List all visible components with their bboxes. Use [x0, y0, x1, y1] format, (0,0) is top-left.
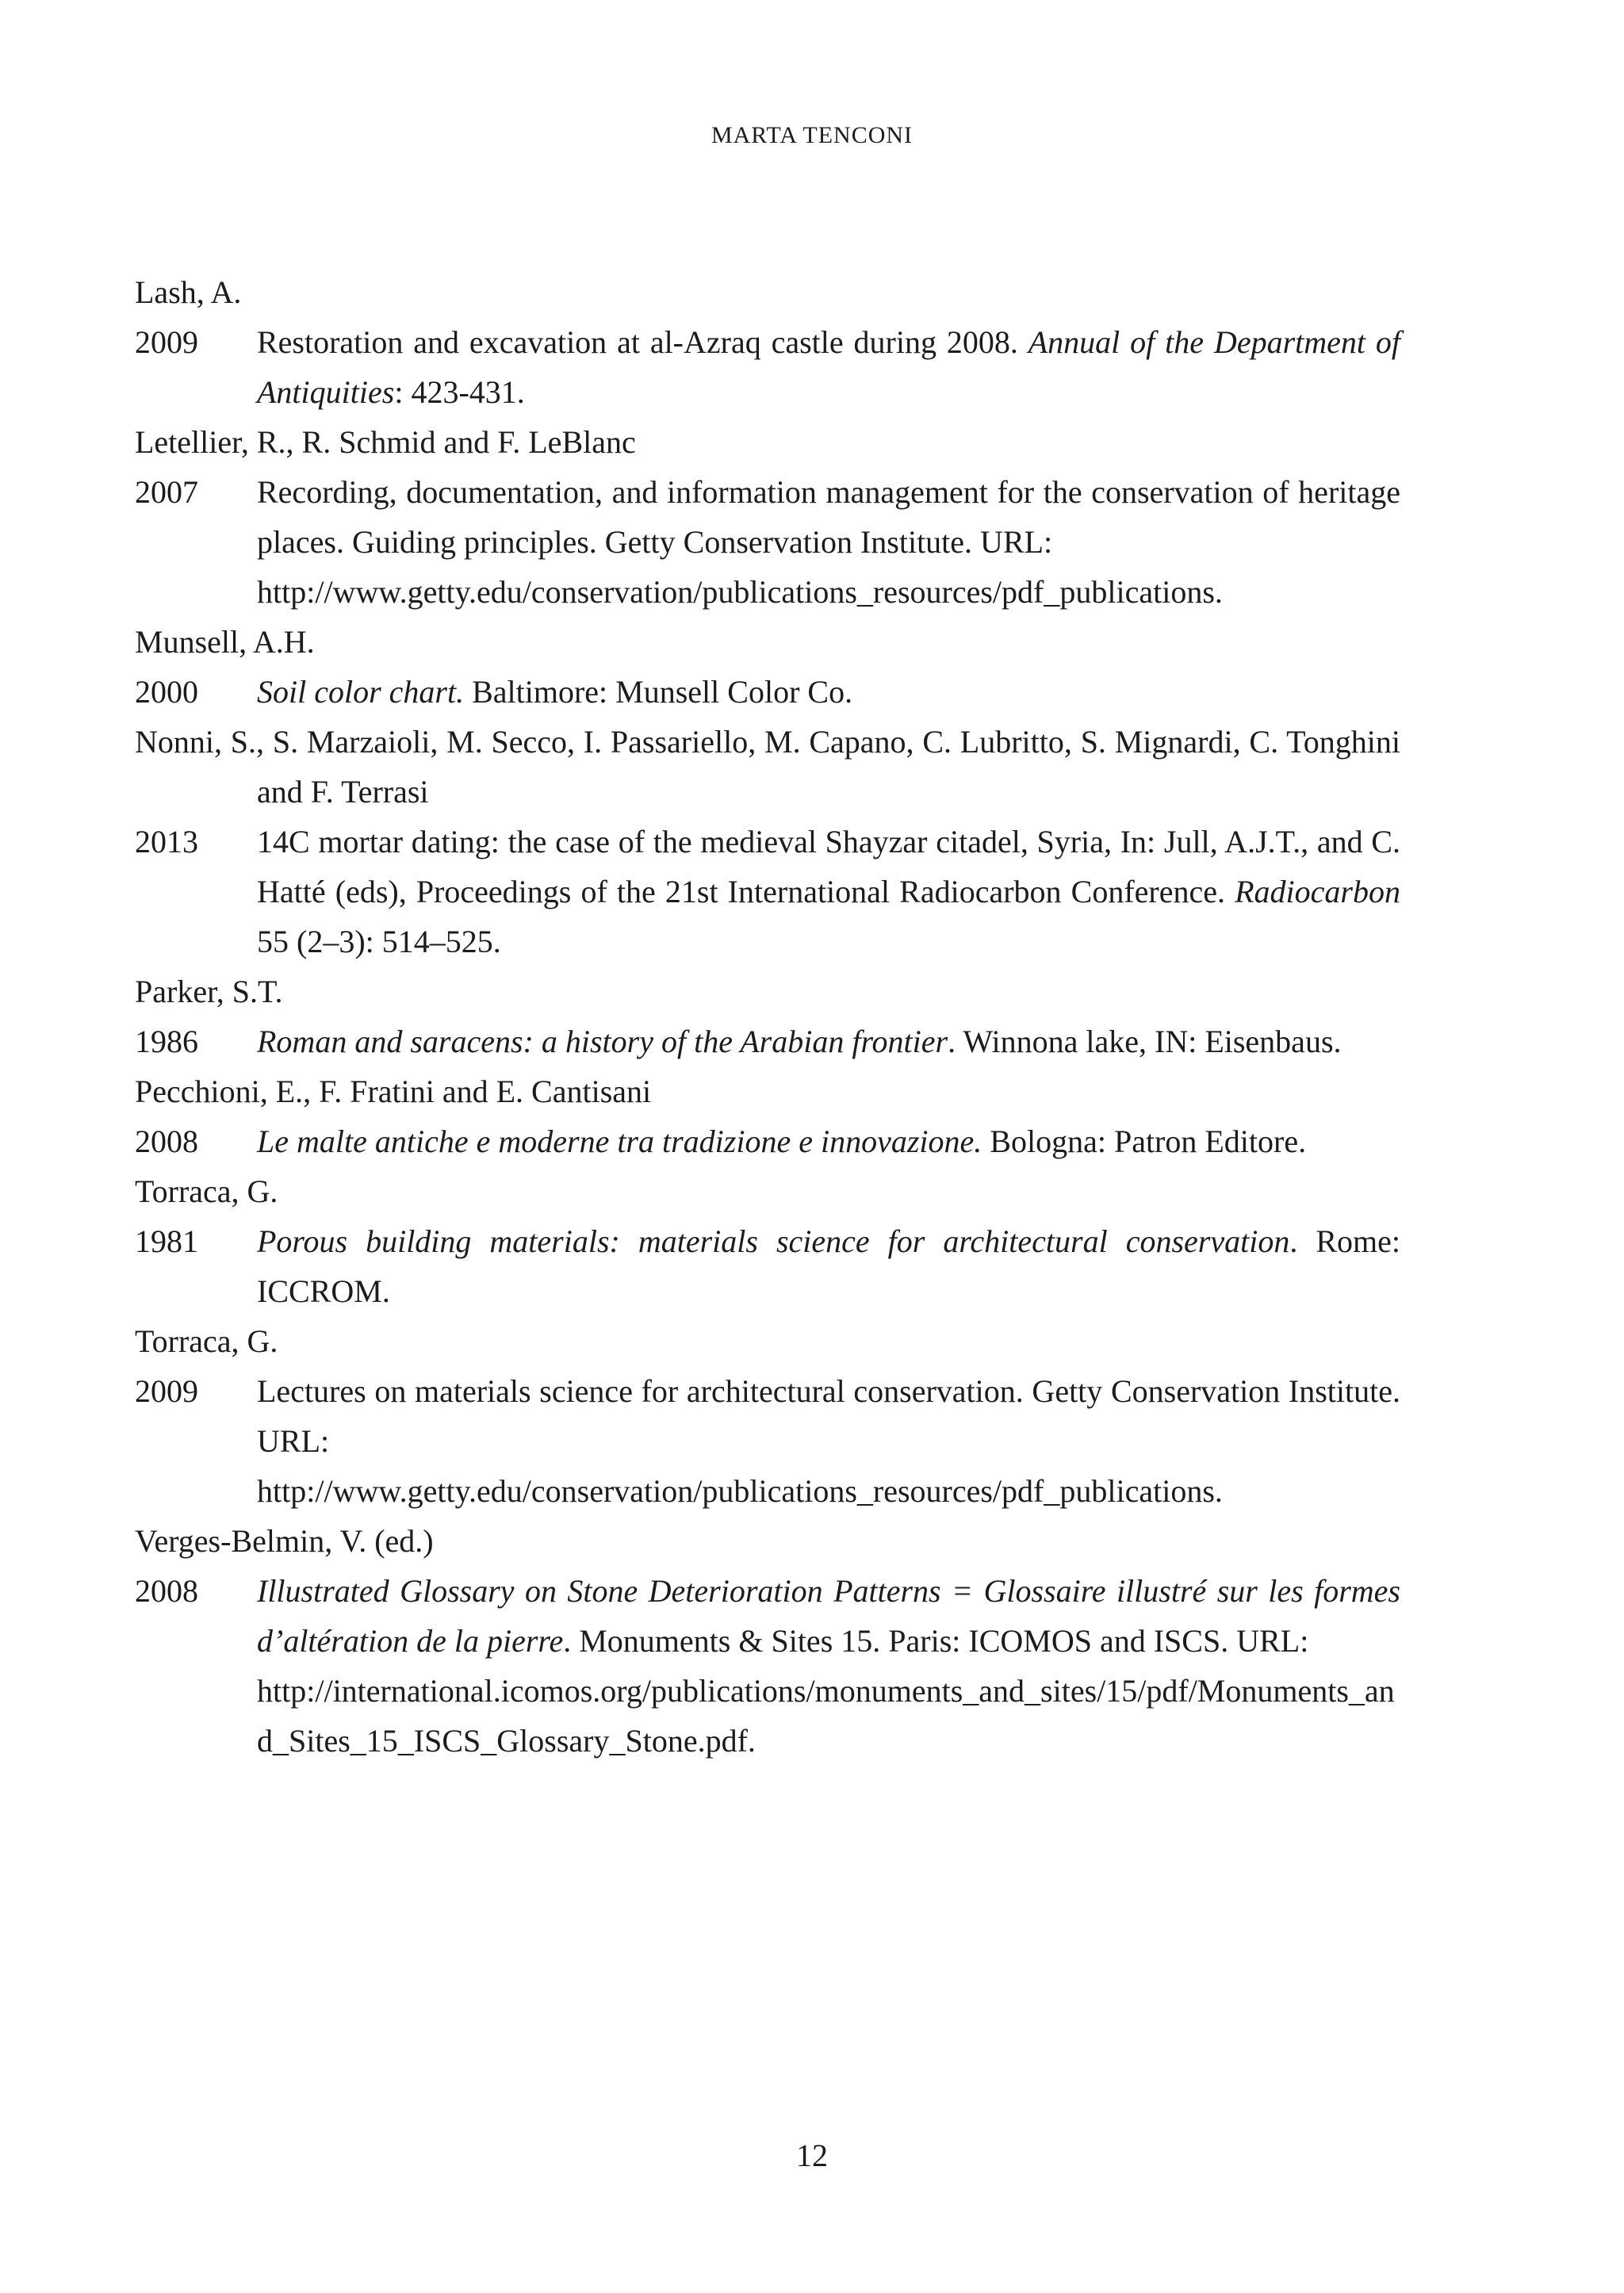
reference-title: Le malte antiche e moderne tra tradizione e innovazione. [257, 1124, 982, 1159]
reference-entry [135, 1216, 1400, 1316]
reference-title: Lectures on materials science for architectural conservation. Getty Conservation Institute. URL: [257, 1373, 1400, 1459]
reference-year: 2009 [135, 324, 198, 360]
reference-entry [135, 467, 1400, 617]
reference-author: Parker, S.T. [135, 974, 283, 1009]
reference-title: 14C mortar dating: the case of the medieval Shayzar citadel, Syria, In: Jull, A.J.T., and C. Hatté (eds), Proceedings of the 21st International Radiocarbon Conference. [257, 824, 1400, 909]
reference-list [135, 267, 1400, 1766]
reference-pages: : 423-431. [394, 374, 525, 410]
reference-year: 2013 [135, 824, 198, 859]
reference-title: Soil color chart. [257, 674, 465, 710]
reference-title: Recording, documentation, and information management for the conservation of heritage places. Guiding principles. Getty Conservation Institute. URL: [257, 474, 1400, 560]
reference-pages: 55 (2–3): 514–525. [257, 924, 501, 959]
reference-url[interactable]: http://international.icomos.org/publications/monuments_and_sites/15/pdf/Monuments_and_Sites_15_ISCS_Glossary_Stone.pdf. [257, 1673, 1395, 1759]
reference-author: Pecchioni, E., F. Fratini and E. Cantisani [135, 1074, 652, 1109]
reference-year: 1981 [135, 1223, 198, 1259]
reference-year: 1986 [135, 1024, 198, 1059]
reference-text [257, 1566, 1400, 1766]
reference-year: 2008 [135, 1573, 198, 1609]
reference-title: Porous building materials: materials science for architectural conservation [257, 1223, 1290, 1259]
reference-author: Verges-Belmin, V. (ed.) [135, 1523, 434, 1559]
reference-year: 2009 [135, 1373, 198, 1409]
reference-entry [135, 1016, 1400, 1066]
reference-text [257, 467, 1400, 617]
reference-text [257, 1366, 1400, 1516]
reference-author: Torraca, G. [135, 1173, 278, 1209]
reference-year: 2008 [135, 1124, 198, 1159]
reference-year: 2007 [135, 474, 198, 510]
reference-text [257, 317, 1400, 417]
reference-url[interactable]: http://www.getty.edu/conservation/publications_resources/pdf_publications. [257, 574, 1223, 610]
reference-text [257, 1116, 1400, 1166]
reference-url[interactable]: http://www.getty.edu/conservation/publications_resources/pdf_publications. [257, 1473, 1223, 1509]
reference-entry [135, 1566, 1400, 1766]
reference-publisher: Baltimore: Munsell Color Co. [464, 674, 853, 710]
reference-publisher: . Rome: ICCROM. [257, 1223, 1400, 1309]
reference-entry [135, 667, 1400, 717]
reference-entry [135, 1116, 1400, 1166]
reference-entry [135, 1366, 1400, 1516]
reference-journal: Radiocarbon [1235, 874, 1400, 909]
reference-journal: Annual of the Department of Antiquities [257, 324, 1401, 410]
reference-author: Torraca, G. [135, 1323, 278, 1359]
page-number: 12 [796, 2138, 828, 2173]
reference-publisher: . Monuments & Sites 15. Paris: ICOMOS and ISCS. URL: [563, 1623, 1309, 1659]
reference-text [257, 817, 1400, 967]
reference-text [257, 667, 1400, 717]
reference-author: Lash, A. [135, 274, 242, 310]
reference-title: Illustrated Glossary on Stone Deterioration Patterns = Glossaire illustré sur les formes d’altération de la pierre [257, 1573, 1400, 1659]
reference-publisher: . Winnona lake, IN: Eisenbaus. [948, 1024, 1342, 1059]
reference-text [257, 1016, 1400, 1066]
running-header: MARTA TENCONI [710, 122, 914, 148]
reference-entry [135, 317, 1400, 417]
reference-author: Nonni, S., S. Marzaioli, M. Secco, I. Passariello, M. Capano, C. Lubritto, S. Mignardi, C. Tonghini and F. Terrasi [135, 724, 1400, 810]
reference-text [257, 1216, 1400, 1316]
reference-entry [135, 817, 1400, 967]
reference-year: 2000 [135, 674, 198, 710]
reference-title: Roman and saracens: a history of the Arabian frontier [257, 1024, 948, 1059]
reference-author: Munsell, A.H. [135, 624, 315, 660]
reference-author: Letellier, R., R. Schmid and F. LeBlanc [135, 424, 636, 460]
reference-title: Restoration and excavation at al-Azraq castle during 2008. [257, 324, 1028, 360]
reference-publisher: Bologna: Patron Editore. [982, 1124, 1307, 1159]
